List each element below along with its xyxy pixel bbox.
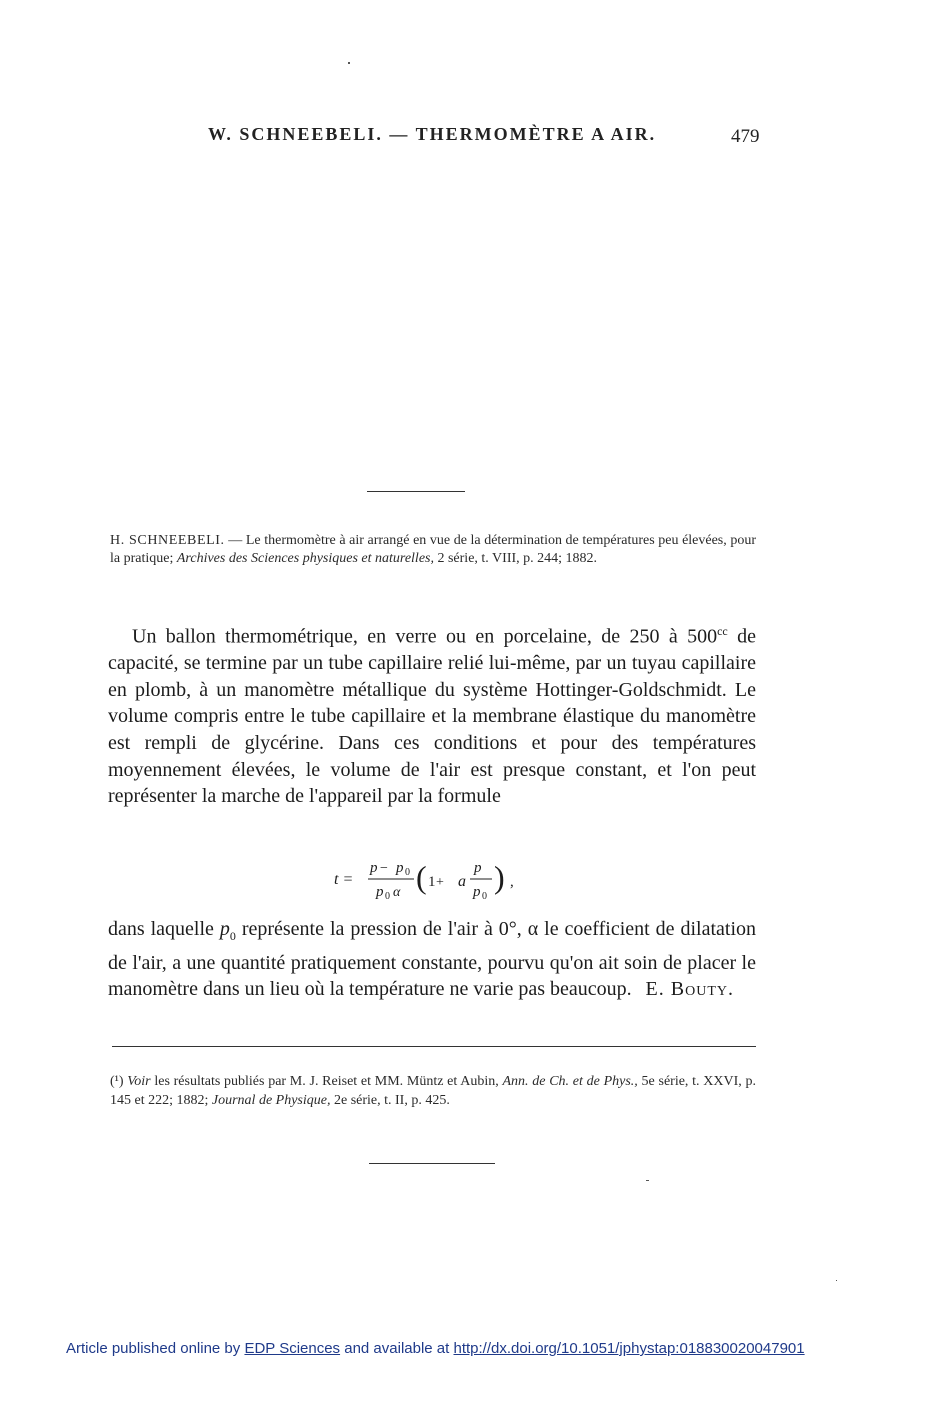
formula-den-alpha: α bbox=[393, 885, 401, 900]
formula-num-p0: p bbox=[396, 860, 404, 876]
paragraph-2-rest: représente la pression de l'air à 0°, α le coefficient de dilatation de l'air, a une quantité pratiquement constante, pourvu qu'on ait soin de placer le manomètre dans un lieu où la température ne varie pas beaucoup. bbox=[108, 918, 757, 1001]
publisher-bar bbox=[66, 1340, 805, 1357]
footnote-separator bbox=[112, 1046, 756, 1047]
reference-author: H. SCHNEEBELI. bbox=[110, 533, 225, 548]
formula-den-p0: p bbox=[376, 884, 384, 900]
formula-num-p0-sub: 0 bbox=[405, 867, 410, 878]
body-paragraph-1 bbox=[108, 618, 756, 810]
footnote-journal-2: Journal de Physique, bbox=[211, 1093, 331, 1108]
body-paragraph-2 bbox=[108, 916, 756, 1003]
publisher-middle: and available at bbox=[340, 1340, 454, 1357]
formula-frac2-num: p bbox=[474, 860, 482, 876]
footnote-journal-1: Ann. de Ch. et de Phys., bbox=[502, 1074, 638, 1089]
formula bbox=[330, 856, 570, 904]
edp-sciences-link[interactable]: EDP Sciences bbox=[244, 1340, 341, 1357]
page-number: 479 bbox=[731, 126, 760, 147]
p0-symbol: p bbox=[219, 918, 230, 940]
cubic-cm-superscript: cc bbox=[717, 624, 728, 638]
formula-num-minus: − bbox=[380, 861, 388, 876]
separator-bottom bbox=[369, 1163, 495, 1164]
footnote-text-3: 2e série, t. II, p. 425. bbox=[330, 1093, 450, 1108]
formula-lhs: t = bbox=[334, 871, 354, 888]
scan-speck bbox=[836, 1280, 837, 1281]
paragraph-2-start: dans laquelle bbox=[108, 918, 220, 940]
separator-top bbox=[367, 491, 465, 492]
bibliographic-reference bbox=[110, 532, 756, 568]
scan-speck bbox=[646, 1180, 649, 1181]
doi-link[interactable]: http://dx.doi.org/10.1051/jphystap:018830020047901 bbox=[453, 1340, 805, 1357]
formula-frac2-den: p bbox=[473, 884, 481, 900]
formula-paren-one: 1 bbox=[428, 874, 436, 890]
reference-text: — Le thermomètre à air arrangé en vue de la détermination de températures peu élevées, pour la pratique; bbox=[110, 533, 757, 566]
footnote-mark: (¹) bbox=[110, 1074, 128, 1089]
p0-subscript: 0 bbox=[229, 929, 236, 943]
formula-paren-a: a bbox=[458, 873, 466, 890]
footnote-text-1: les résultats publiés par M. J. Reiset et MM. Müntz et Aubin, bbox=[150, 1074, 503, 1089]
paragraph-1-rest: de capacité, se termine par un tube capillaire relié lui-même, par un tuyau capillaire en plomb, à un manomètre métallique du système Hottinger-Goldschmidt. Le volume compris entre le tube capillaire et la membrane élastique du manomètre est rempli de glycérine. Dans ces conditions et pour des températures moyennement élevées, le volume de l'air est presque constant, et l'on peut représenter la marche de l'appareil par la formule bbox=[108, 625, 756, 808]
footnote bbox=[110, 1072, 756, 1110]
footnote-text-2: 5e série, t. XXVI, p. 145 et 222; 1882; bbox=[110, 1074, 757, 1108]
formula-num-p: p bbox=[370, 860, 378, 876]
paragraph-1-start: Un ballon thermométrique, en verre ou en porcelaine, de 250 à 500 bbox=[132, 625, 718, 648]
formula-den-p0-sub: 0 bbox=[385, 891, 390, 902]
footnote-voir: Voir bbox=[127, 1074, 151, 1089]
scan-speck bbox=[348, 62, 350, 64]
paren-right: ) bbox=[494, 859, 505, 895]
reference-tail: 2 série, t. VIII, p. 244; 1882. bbox=[433, 551, 598, 566]
author-signature: E. Bouty. bbox=[645, 978, 734, 1001]
publisher-prefix: Article published online by bbox=[66, 1340, 245, 1357]
formula-trailing-comma: , bbox=[510, 874, 514, 890]
paren-left: ( bbox=[416, 859, 427, 895]
reference-journal: Archives des Sciences physiques et naturelles, bbox=[176, 551, 434, 566]
formula-paren-plus: + bbox=[436, 875, 444, 890]
formula-frac2-den-sub: 0 bbox=[482, 891, 487, 902]
running-title: W. SCHNEEBELI. — THERMOMÈTRE A AIR. bbox=[208, 124, 657, 144]
